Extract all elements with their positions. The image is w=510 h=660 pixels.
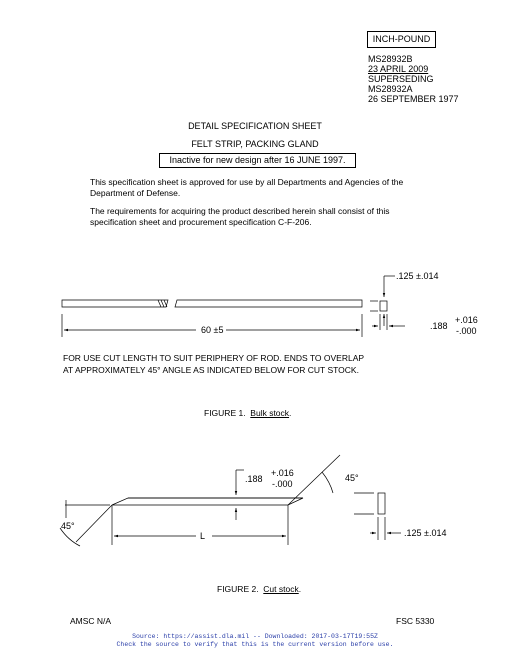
spec-sheet-subtitle: FELT STRIP, PACKING GLAND: [191, 139, 319, 149]
doc-date: 23 APRIL 2009: [368, 64, 429, 74]
spec-sheet-heading: DETAIL SPECIFICATION SHEET: [188, 121, 322, 131]
bulk-width-tol-minus: -.000: [456, 326, 477, 336]
bulk-width-label: .188: [430, 321, 448, 331]
cut-strip: [112, 498, 303, 505]
figure-1-caption: FIGURE 1. Bulk stock.: [204, 408, 292, 418]
requirements-line-1: The requirements for acquiring the product described herein shall consist of this: [90, 206, 390, 216]
cut-length-label: L: [200, 531, 206, 541]
source-line-1: Source: https://assist.dla.mil -- Downloaded: 2017-03-17T19:55Z: [132, 633, 378, 640]
bulk-cross-section: [370, 276, 405, 330]
inactive-notice: Inactive for new design after 16 JUNE 1997.: [169, 155, 346, 165]
figure-2-title: Cut stock: [263, 584, 299, 594]
bulk-note-line-1: FOR USE CUT LENGTH TO SUIT PERIPHERY OF ROD. ENDS TO OVERLAP: [63, 353, 365, 363]
cut-width-tol-minus: -.000: [272, 479, 293, 489]
figure-2-prefix: FIGURE 2.: [217, 584, 259, 594]
cut-cross-section: [354, 493, 401, 540]
figure-1-title: Bulk stock: [250, 408, 290, 418]
figure-1-prefix: FIGURE 1.: [204, 408, 246, 418]
cut-angle-left: 45°: [61, 521, 75, 531]
inch-pound-label: INCH-POUND: [372, 34, 431, 44]
bulk-length-label: 60 ±5: [201, 325, 224, 335]
cut-thickness-label: .125 ±.014: [404, 528, 447, 538]
figure-2-caption: FIGURE 2. Cut stock.: [217, 584, 302, 594]
bulk-thickness-label: .125 ±.014: [396, 271, 439, 281]
bulk-note-line-2: AT APPROXIMATELY 45° ANGLE AS INDICATED BELOW FOR CUT STOCK.: [63, 365, 359, 375]
cut-width-dimension: [236, 470, 244, 520]
previous-doc-number: MS28932A: [368, 84, 413, 94]
cut-width-tol-plus: +.016: [271, 468, 294, 478]
previous-doc-date: 26 SEPTEMBER 1977: [368, 94, 459, 104]
requirements-line-2: specification sheet and procurement specification C-F-206.: [90, 217, 312, 227]
bulk-strip: [62, 300, 362, 307]
approval-line-2: Department of Defense.: [90, 188, 181, 198]
source-line-2: Check the source to verify that this is the current version before use.: [116, 641, 394, 648]
doc-number: MS28932B: [368, 54, 413, 64]
cut-width-label: .188: [245, 474, 263, 484]
bulk-width-tol-plus: +.016: [455, 315, 478, 325]
superseding-label: SUPERSEDING: [368, 74, 434, 84]
approval-line-1: This specification sheet is approved for use by all Departments and Agencies of the: [90, 177, 404, 187]
cut-angle-right: 45°: [345, 473, 359, 483]
amsc-label: AMSC N/A: [70, 616, 112, 626]
fsc-label: FSC 5330: [396, 616, 435, 626]
